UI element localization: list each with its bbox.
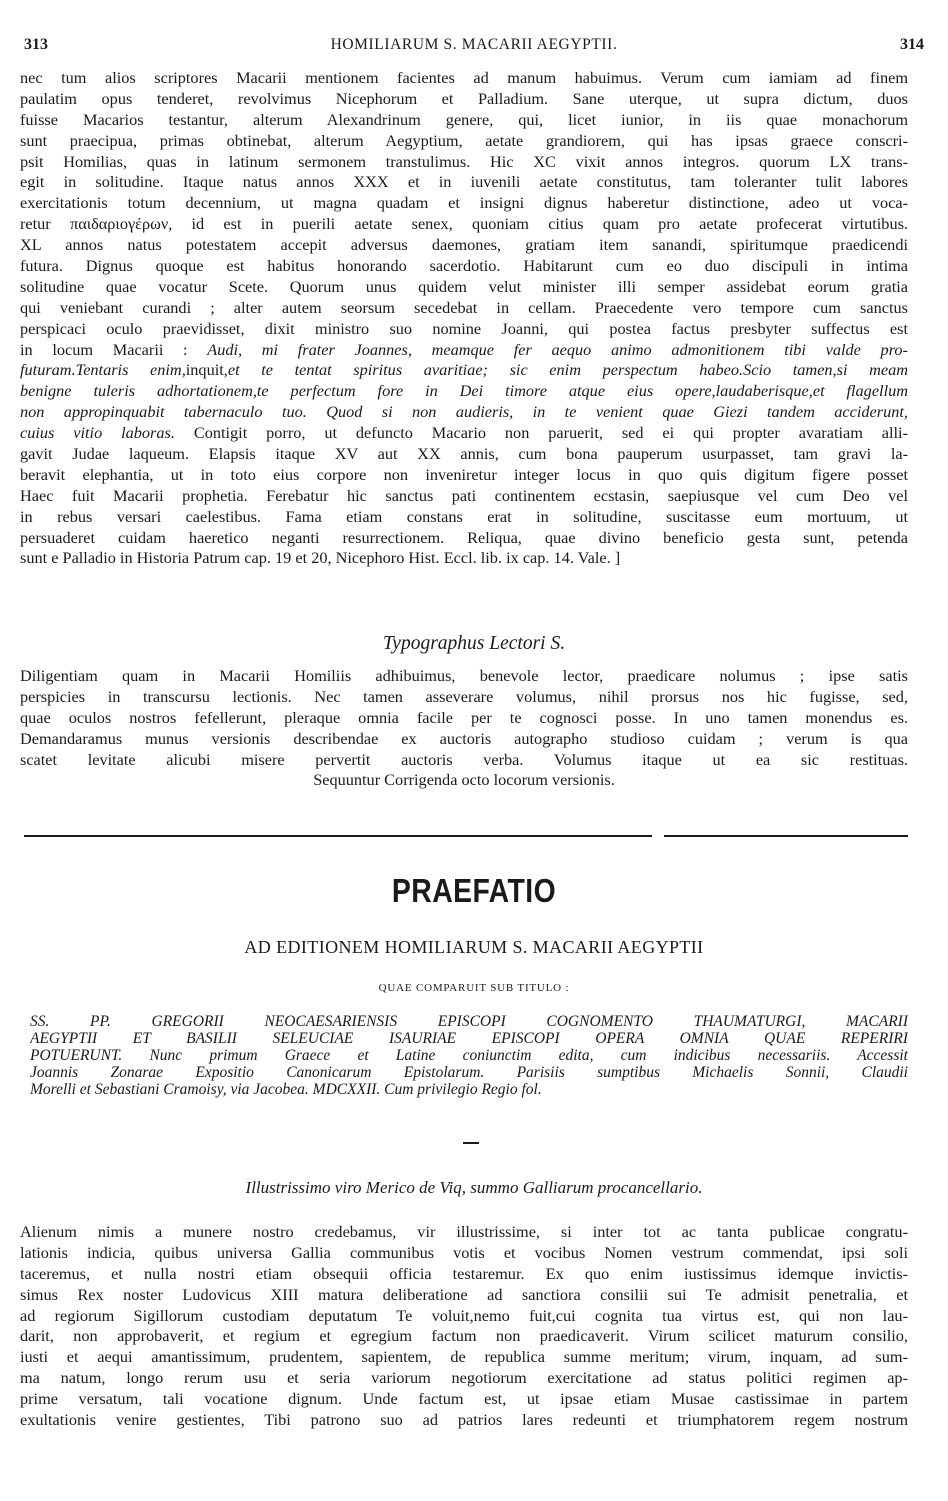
text-line [20,172,908,193]
text-line [20,528,908,549]
text-segment: qui veniebant curandi ; alter autem seorsum secedebat in cellam. Praecedente vero tempore cum sanctus [20,297,908,317]
text-line [20,465,908,486]
text-line: Diligentiam quam in Macarii Homiliis adhibuimus, benevole lector, praedicare nolumus ; ipse satis [20,666,908,685]
text-line [20,548,908,569]
text-line [20,507,908,528]
text-line: POTUERUNT. Nunc primum Graece et Latine coniunctim edita, cum indicibus necessariis. Accessit [30,1047,908,1064]
typographus-closing: Sequuntur Corrigenda octo locorum versionis. [313,770,615,790]
text-segment: exercitationis totum decennium, ut magna quadam et insigni dignus haberetur distinctione, adeo ut voca- [20,193,908,213]
text-line [20,235,908,256]
short-dash-divider [463,1142,479,1144]
text-line: lationis indicia, quibus universa Gallia communibus votis et vocibus Nomen vestrum commendat, ipsi soli [20,1242,908,1262]
text-line: simus Rex noster Ludovicus XIII matura deliberatione ad sanctiora consilii sui Te admisit penetralia, et [20,1284,908,1304]
text-line [20,152,908,173]
text-line: perspicies in transcursu lectionis. Nec tamen asseverare volumus, nihil prorsus nos hic fugisse, sed, [20,686,908,706]
italic-text: Audi, mi frater Joannes, meamque fer aequo animo admonitionem tibi valde pro- [207,339,908,359]
text-line [20,277,908,298]
text-segment: sunt e Palladio in Historia Patrum cap. 19 et 20, Nicephoro Hist. Eccl. lib. ix cap. 14. Vale. ] [20,548,621,568]
text-segment: persuaderet cuidam haeretico neganti resurrectionem. Reliqua, quae divino beneficio gesta sunt, petenda [20,527,908,547]
text-line [20,131,908,152]
text-line [20,256,908,277]
text-segment: egit in solitudine. Itaque natus annos XXX et in iuvenili aetate constitutus, tam toleranter tulit labores [20,172,908,192]
text-line [20,319,908,340]
running-title: HOMILIARUM S. MACARII AEGYPTII. [330,36,618,53]
typographus-heading: Typographus Lectori S. [382,633,566,654]
text-line [20,298,908,319]
section-rule-left [24,835,652,837]
dedication-line: Illustrissimo viro Merico de Viq, summo Galliarum procancellario. [245,1178,703,1197]
text-line: quae oculos nostros fefellerunt, pleraque omnia facile per te cognosci posse. In uno tamen monendus es. [20,707,908,727]
text-line [20,340,908,361]
text-line [20,214,908,235]
text-segment: gavit Judae laqueum. Elapsis itaque XV aut XX annis, cum bona pauperum usurpasset, tam gravi la- [20,444,908,464]
text-line: Alienum nimis a munere nostro credebamus, vir illustrissime, si inter tot ac tanta publicae congratu- [20,1222,908,1241]
text-segment: in locum Macarii : [20,339,208,359]
text-line: Joannis Zonarae Expositio Canonicarum Epistolarum. Parisiis sumptibus Michaelis Sonnii, Claudii [30,1064,908,1081]
text-line: iusti et aequi amantissimum, prudentem, sapientem, de republica summe meritum; virum, inquam, ad sum- [20,1347,908,1367]
text-segment: XL annos natus potestatem accepit adversus daemones, gratiam item sanandi, spiritumque praedicendi [20,235,908,255]
section-rule-right [664,835,908,837]
text-line: prime versatum, tali vocatione dignum. Unde factum est, ut ipsae etiam Musae castissimae in partem [20,1389,908,1409]
italic-text: cuius vitio laboras. [20,423,175,443]
text-segment: retur παιδαριογέρων, id est in puerili aetate senex, quoniam citius quam pro aetate profecerat virtutibus. [20,214,908,234]
text-line [20,402,908,423]
right-page-number: 314 [900,36,924,53]
text-segment: beravit elephantia, ut in toto eius corpore non inveniretur integer locus in quo quis digitum figere posset [20,464,908,484]
text-segment: solitudine quae vocatur Scete. Quorum unus quidem velut minister illi semper assidebat eorum gratia [20,276,908,296]
text-line: ad regiorum Sigillorum custodiam deputatum Te voluit,nemo fuit,cui cognita tua virtus est, qui non lau- [20,1305,908,1325]
text-line: exultationis venire gestientes, Tibi patrono suo ad patrios lares redeunti et triumphatorem regem nostrum [20,1410,908,1430]
text-line [20,360,908,381]
text-segment: Contigit porro, ut defuncto Macario non paruerit, sed ei qui propter avaratiam alli- [174,423,908,443]
text-segment: in rebus versari caelestibus. Fama etiam constans erat in solitudine, suscitasse eum mortuum, ut [20,506,908,526]
text-line: Morelli et Sebastiani Cramoisy, via Jacobea. MDCXXII. Cum privilegio Regio fol. [30,1081,542,1098]
text-segment: futura. Dignus quoque est habitus honorando sacerdotio. Habitarunt cum eo duo discipuli in intima [20,256,908,276]
text-line [20,193,908,214]
text-line: ma natum, longo rerum usu et seria variorum negotiorum exercitatione ad status politici regimen ap- [20,1368,908,1388]
text-segment: psit Homilias, quas in latinum sermonem transtulimus. Hic XC vixit annos integros. quorum LX trans- [20,151,908,171]
text-line [20,89,908,110]
text-line: SS. PP. GREGORII NEOCAESARIENSIS EPISCOPI COGNOMENTO THAUMATURGI, MACARII [30,1014,908,1030]
text-line [20,423,908,444]
text-line: scatet levitate alicubi misere pervertit auctoris verba. Volumus itaque ut ea sic restituas. [20,749,908,769]
text-line: darit, non approbaverit, et regium et egregium factum non praedicaverit. Virum scilicet maturum consilio, [20,1326,908,1346]
text-segment: nec tum alios scriptores Macarii mentionem facientes ad manum habuimus. Verum cum iamiam ad finem [20,68,908,87]
text-line [20,68,908,89]
text-line [20,444,908,465]
text-segment: Haec fuit Macarii prophetia. Ferebatur hic sanctus pati continentem ecstasin, saepiusque vel cum Deo vel [20,485,908,505]
italic-text: et te tentat spiritus avaritiae; sic enim perspectum habeo.Scio tamen,si meam [227,360,908,380]
running-header [24,36,924,58]
praefatio-subtitle-small: QUAE COMPARUIT SUB TITULO : [378,982,570,994]
text-line [20,110,908,131]
praefatio-body [20,1222,908,1431]
text-segment: inquit, [185,360,228,380]
book-title-block [30,1014,908,1098]
text-segment: fuisse Macarios testantur, alterum Alexandrinum genere, qui, licet iunior, in iis quae monachorum [20,109,908,129]
text-segment: sunt praecipua, primas obtinebat, alterum Aegyptium, aetate grandiorem, qui has ipsas graece conscri- [20,130,908,150]
text-segment: perspicaci oculo praevidisset, dixit ministro suo nomine Joanni, qui postea factus presbyter suffectus est [20,318,908,338]
praefatio-subtitle: AD EDITIONEM HOMILIARUM S. MACARII AEGYPTII [244,937,704,957]
left-page-number: 313 [24,36,48,53]
continuation-paragraph [20,68,908,569]
typographus-paragraph [20,666,908,791]
italic-text: futuram.Tentaris enim, [20,360,186,380]
text-line: taceremus, et nulla nostri etiam obsequii officia testaremur. Ex quo enim iustissimus idemque invictis- [20,1263,908,1283]
text-line [20,381,908,402]
text-segment: paulatim opus tenderet, revolvimus Nicephorum et Palladium. Sane uterque, ut supra dictum, duos [20,88,908,108]
text-line [20,486,908,507]
text-line: AEGYPTII ET BASILII SELEUCIAE ISAURIAE EPISCOPI OPERA OMNIA QUAE REPERIRI [30,1030,908,1047]
italic-text: benigne tuleris adhortationem,te perfectum fore in Dei timore atque eius opere,laudaberisque,et flagellum [20,381,908,401]
praefatio-title: PRAEFATIO [391,872,557,909]
text-line: Demandaramus munus versionis describendae ex auctoris autographo studioso cuidam ; verum is qua [20,728,908,748]
italic-text: non appropinquabit tabernaculo tuo. Quod si non audieris, in te venient quae Giezi tandem acciderunt, [20,402,908,422]
